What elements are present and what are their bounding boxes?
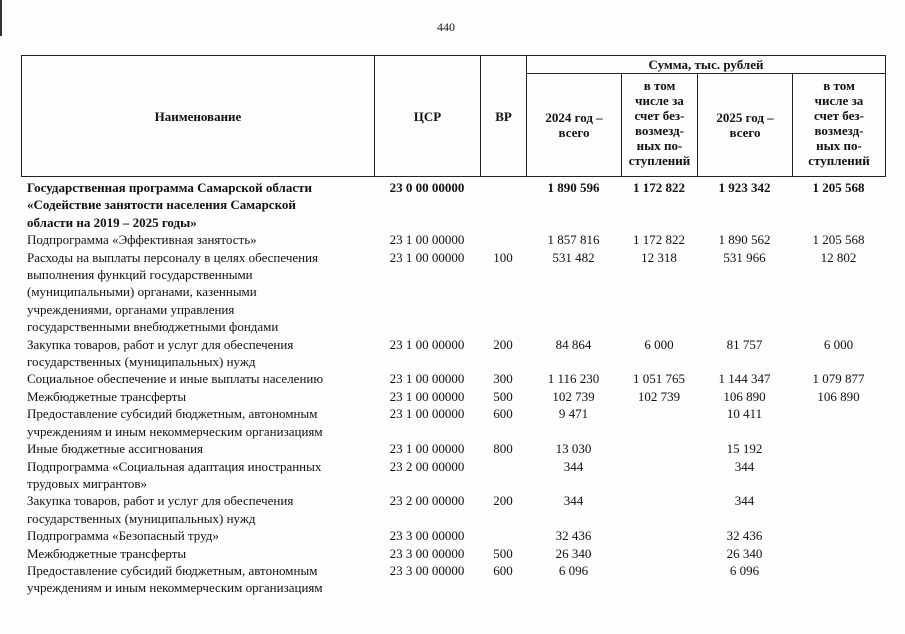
row-vr [480, 179, 526, 231]
table-row [21, 545, 885, 562]
row-csr: 23 3 00 00000 [389, 562, 465, 578]
header-vr: ВР [481, 56, 527, 177]
page-number: 440 [437, 20, 455, 34]
row-csr: 23 1 00 00000 [389, 232, 465, 248]
row-2025-free [792, 562, 885, 597]
row-2024-free: 102 739 [637, 388, 681, 404]
row-name: Закупка товаров, работ и услуг для обеспечения государственных (муниципальных) нужд [27, 493, 294, 526]
table-row [21, 458, 885, 493]
row-vr: 200 [493, 336, 513, 352]
row-2025-free: 106 890 [817, 388, 860, 404]
row-2024-total: 344 [563, 458, 584, 474]
row-2024-total: 6 096 [558, 562, 589, 578]
table-row [21, 405, 885, 440]
table-row [21, 231, 885, 248]
table-row [21, 388, 885, 405]
row-2025-free: 1 079 877 [812, 371, 865, 387]
row-name: Подпрограмма «Безопасный труд» [27, 528, 219, 544]
row-2024-free [621, 405, 697, 440]
header-name: Наименование [22, 56, 375, 177]
row-2024-free: 6 000 [644, 336, 674, 352]
row-2024-total: 84 864 [555, 336, 592, 352]
row-vr: 800 [493, 441, 513, 457]
row-2024-free [621, 440, 697, 457]
row-2025-free [792, 405, 885, 440]
row-2025-total: 81 757 [726, 336, 763, 352]
row-csr: 23 2 00 00000 [389, 493, 465, 509]
table-row [21, 179, 885, 231]
row-csr: 23 0 00 00000 [389, 180, 465, 195]
row-2025-total: 106 890 [723, 388, 766, 404]
scan-edge-mark [0, 0, 2, 36]
row-csr: 23 2 00 00000 [389, 458, 465, 474]
row-2025-free [792, 492, 885, 527]
row-2025-total: 344 [734, 458, 755, 474]
row-2025-total: 531 966 [723, 249, 766, 265]
row-vr [480, 458, 526, 493]
row-2025-free [792, 545, 885, 562]
header-2024-total: 2024 год – всего [527, 74, 622, 177]
row-csr: 23 1 00 00000 [389, 406, 465, 422]
row-name: Межбюджетные трансферты [27, 388, 187, 404]
row-csr: 23 1 00 00000 [389, 388, 465, 404]
row-vr: 500 [493, 388, 513, 404]
row-name: Подпрограмма «Социальная адаптация иностранных трудовых мигрантов» [27, 458, 322, 491]
row-2025-total: 6 096 [729, 562, 760, 578]
table-row [21, 370, 885, 387]
row-2024-total: 26 340 [555, 545, 592, 561]
row-vr: 600 [493, 562, 513, 578]
row-name: Предоставление субсидий бюджетным, автономным учреждениям и иным некоммерческим организациям [27, 562, 323, 596]
row-name: Закупка товаров, работ и услуг для обеспечения государственных (муниципальных) нужд [27, 336, 294, 370]
row-2025-total: 10 411 [726, 406, 763, 422]
header-csr: ЦСР [375, 56, 481, 177]
row-name: Предоставление субсидий бюджетным, автономным учреждениям и иным некоммерческим организациям [27, 406, 323, 439]
row-2024-free [621, 545, 697, 562]
row-2025-free [792, 527, 885, 544]
row-2025-total: 1 890 562 [718, 232, 771, 248]
row-vr: 100 [493, 249, 513, 265]
row-csr: 23 1 00 00000 [389, 441, 465, 457]
row-2025-total: 15 192 [726, 441, 763, 457]
table-row [21, 249, 885, 336]
header-sum-group: Сумма, тыс. рублей [527, 56, 886, 74]
row-csr: 23 1 00 00000 [389, 336, 465, 352]
row-csr: 23 1 00 00000 [389, 249, 465, 265]
row-name: Расходы на выплаты персоналу в целях обеспечения выполнения функций государственными (муниципальными) органами, казенными учреждениями, органами управления государственными внебюджетными фондами [27, 249, 319, 335]
row-2024-total: 32 436 [555, 528, 592, 544]
row-2024-total: 344 [563, 493, 584, 509]
header-2025-free: в том числе за счет без- возмезд- ных по- ступлений [793, 74, 886, 177]
row-2025-free: 12 802 [820, 249, 857, 265]
row-2025-free: 6 000 [823, 336, 854, 352]
row-2024-total: 102 739 [552, 388, 595, 404]
row-name: Иные бюджетные ассигнования [27, 441, 204, 457]
row-2024-free: 12 318 [641, 249, 677, 265]
row-vr: 600 [493, 406, 513, 422]
table-body [21, 179, 885, 597]
table-header [21, 55, 886, 177]
row-2024-total: 531 482 [552, 249, 595, 265]
row-2025-total: 1 144 347 [718, 371, 771, 387]
row-2025-total: 1 923 342 [718, 180, 771, 195]
row-2024-total: 13 030 [555, 441, 592, 457]
row-name: Подпрограмма «Эффективная занятость» [27, 232, 257, 248]
row-2025-free [792, 458, 885, 493]
row-csr: 23 3 00 00000 [389, 528, 465, 544]
row-2024-free [621, 527, 697, 544]
row-name: Социальное обеспечение и иные выплаты населению [27, 371, 324, 387]
row-2024-total: 1 890 596 [547, 180, 600, 195]
row-2024-free: 1 172 822 [633, 180, 685, 195]
row-2025-free [792, 440, 885, 457]
row-2024-total: 1 857 816 [547, 232, 600, 248]
row-2024-free [621, 492, 697, 527]
row-2024-free [621, 562, 697, 597]
row-2024-free: 1 051 765 [633, 371, 685, 387]
row-2024-total: 9 471 [558, 406, 589, 422]
row-2025-total: 26 340 [726, 545, 763, 561]
table-row [21, 562, 885, 597]
row-vr: 200 [493, 493, 513, 509]
header-2024-free: в том числе за счет без- возмезд- ных по- ступлений [622, 74, 698, 177]
row-2025-total: 344 [734, 493, 755, 509]
row-2025-total: 32 436 [726, 528, 763, 544]
row-2024-free [621, 458, 697, 493]
row-vr: 300 [493, 371, 513, 387]
header-2025-total: 2025 год – всего [698, 74, 793, 177]
row-vr: 500 [493, 545, 513, 561]
table-row [21, 527, 885, 544]
row-name: Государственная программа Самарской области «Содействие занятости населения Самарской области на 2019 – 2025 годы» [27, 180, 312, 230]
row-2024-total: 1 116 230 [547, 371, 600, 387]
row-vr [480, 527, 526, 544]
row-2024-free: 1 172 822 [633, 232, 685, 248]
row-name: Межбюджетные трансферты [27, 545, 187, 561]
row-2025-free: 1 205 568 [812, 232, 865, 248]
row-vr [480, 231, 526, 248]
table-row [21, 336, 885, 371]
table-row [21, 492, 885, 527]
table-row [21, 440, 885, 457]
row-2025-free: 1 205 568 [812, 180, 865, 195]
row-csr: 23 3 00 00000 [389, 545, 465, 561]
row-csr: 23 1 00 00000 [389, 371, 465, 387]
